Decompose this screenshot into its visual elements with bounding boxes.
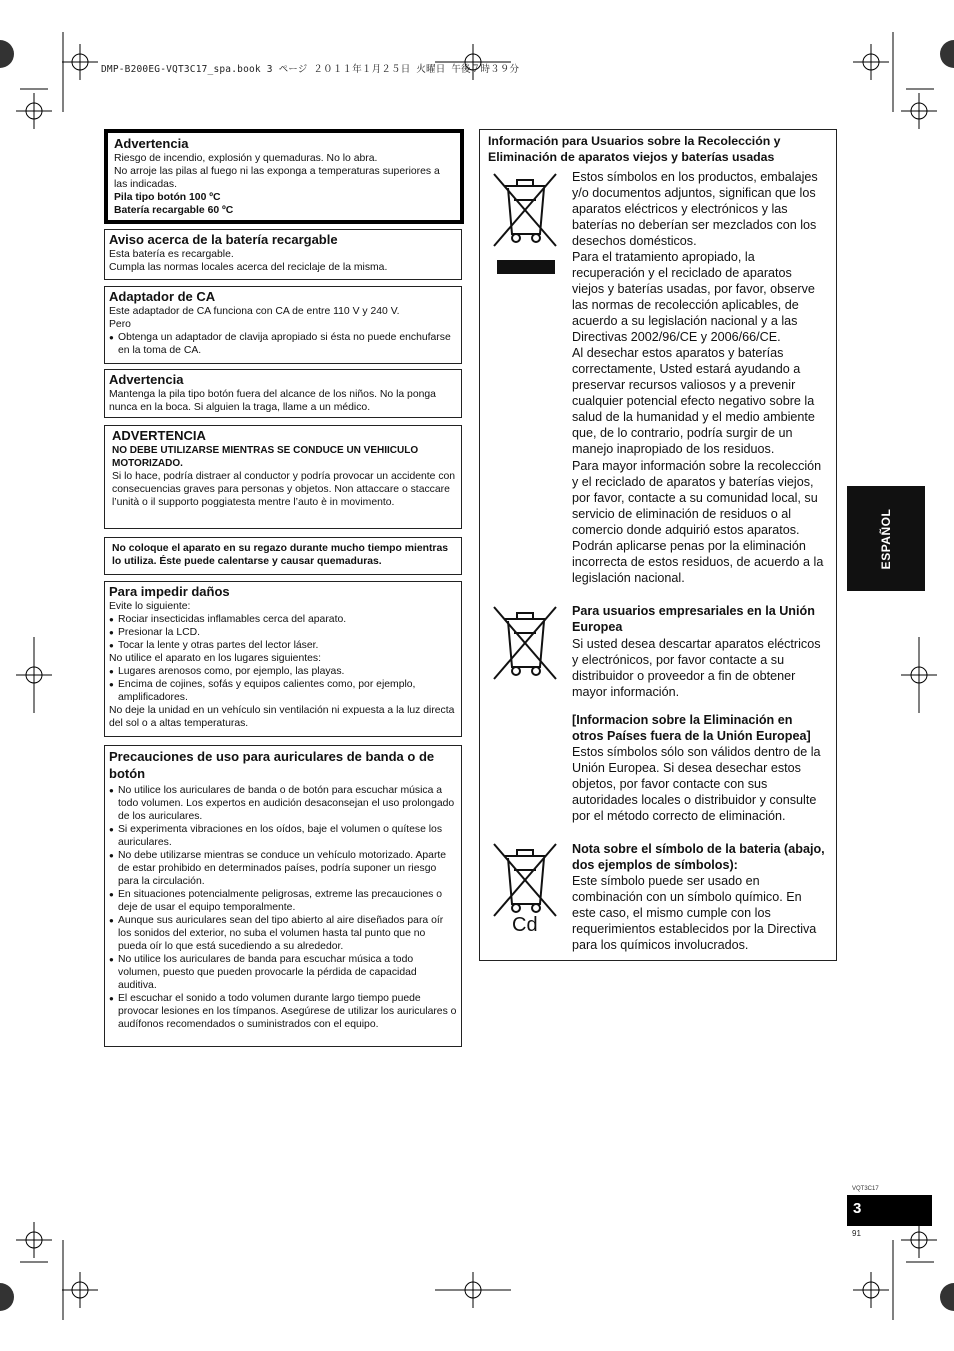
- crossed-bin-cd-icon: [490, 842, 562, 922]
- advertencia-conducir-bold: NO DEBE UTILIZARSE MIENTRAS SE CONDUCE UN VEHIICULO MOTORIZADO.: [112, 445, 419, 469]
- impedir-danos-box: [104, 581, 462, 737]
- advertencia-pila-box: [104, 369, 462, 418]
- impedir-intro: Evite lo siguiente:: [109, 601, 191, 612]
- impedir-bullet-2: ● Presionar la LCD.: [109, 626, 457, 639]
- adaptador-title: Adaptador de CA: [109, 289, 216, 304]
- auriculares-bullet-4: ● En situaciones potencialmente peligrosas, extreme las precauciones o deje de usar el equipo temporalmente.: [109, 888, 457, 914]
- regazo-box: [104, 537, 462, 575]
- advertencia-conducir-text: Si lo hace, podría distraer al conductor y podría provocar un accidente con consecuencias graves para personas y objetos. Non attaccare o staccare l’unità o il supporto poggiatesta mentre l’auto è in movimento.: [112, 471, 456, 508]
- advertencia-text-1: Riesgo de incendio, explosión y quemaduras. No lo abra.: [114, 153, 378, 164]
- auriculares-bullet-1: ● No utilice los auriculares de banda o de botón para escuchar música a todo volumen. Los expertos en audición desaconsejan el uso prolongado de los auriculares.: [109, 784, 457, 823]
- advertencia-conducir-title: ADVERTENCIA: [112, 428, 206, 443]
- book-header-line: DMP-B200EG-VQT3C17_spa.book 3 ページ ２０１１年１月２５日 火曜日 午後７時３９分: [101, 64, 520, 75]
- empresariales-title: Para usuarios empresariales en la Unión Europea: [572, 604, 815, 634]
- cd-chemical-symbol: Cd: [512, 914, 538, 936]
- doc-code: VQT3C17: [852, 1186, 879, 1192]
- adaptador-text-2: Pero: [109, 319, 131, 330]
- advertencia-pila-text: Mantenga la pila tipo botón fuera del alcance de los niños. No la ponga nunca en la boca. Si alguien la traga, llame a un médico.: [109, 389, 436, 413]
- advertencia-conducir-box: [104, 425, 462, 529]
- empresariales-text: Si usted desea descartar aparatos eléctricos y electrónicos, por favor contacte a su distribuidor o proveedor a fin de obtener mayor información.: [572, 637, 821, 699]
- disposal-p1: Estos símbolos en los productos, embalajes y/o documentos adjuntos, significan que los aparatos eléctricos y electrónicos y las baterías no deberían ser mezclados con los desechos domésticos.: [572, 170, 818, 248]
- impedir-bullet-5: ● Encima de cojines, sofás y equipos calientes como, por ejemplo, amplificadores.: [109, 678, 457, 704]
- disposal-p2: Para el tratamiento apropiado, la recuperación y el reciclado de aparatos viejos y baterías usadas, por favor, observe las normas de recolección aplicables, de acuerdo a su legislación nacional y a las Directivas 2002/96/CE y 2006/66/CE.: [572, 250, 815, 344]
- auriculares-bullet-3: ● No debe utilizarse mientras se conduce un vehículo motorizado. Aparte de estar prohibido en determinados países, podría suponer un riesgo para la circulación.: [109, 849, 457, 888]
- disposal-p4: Para mayor información sobre la recolección y el reciclado de aparatos y baterías viejos, por favor, contacte a su comunidad local, su servicio de eliminación de residuos o al comercio donde adquirió estos aparatos.: [572, 459, 822, 537]
- crossed-bin-icon: [490, 170, 562, 276]
- page-number-box: [847, 1195, 932, 1226]
- language-side-tab: [847, 486, 925, 591]
- auriculares-bullet-6: ● No utilice los auriculares de banda para escuchar música a todo volumen, puesto que pueden provocarle la pérdida de capacidad auditiva.: [109, 953, 457, 992]
- advertencia-text-2: No arroje las pilas al fuego ni las exponga a temperaturas superiores a las indicadas.: [114, 166, 440, 190]
- otros-paises-title: [Informacion sobre la Eliminación en otros Países fuera de la Unión Europea]: [572, 713, 811, 743]
- impedir-mid: No utilice el aparato en los lugares siguientes:: [109, 653, 321, 664]
- aviso-bateria-text-1: Esta batería es recargable.: [109, 249, 234, 260]
- advertencia-pila-title: Advertencia: [109, 372, 184, 387]
- bateria-recargable-temp: Batería recargable 60 ºC: [114, 205, 234, 216]
- regazo-text: No coloque el aparato en su regazo durante mucho tiempo mientras lo utiliza. Éste puede calentarse y causar quemaduras.: [112, 543, 449, 567]
- impedir-bullet-4: ● Lugares arenosos como, por ejemplo, las playas.: [109, 665, 457, 678]
- nota-bateria-title: Nota sobre el símbolo de la bateria (abajo, dos ejemplos de símbolos):: [572, 842, 825, 872]
- auriculares-box: [104, 745, 462, 1047]
- language-tab-label: ESPAÑOL: [879, 508, 893, 569]
- auriculares-bullet-7: ● El escuchar el sonido a todo volumen durante largo tiempo puede provocar lesiones en los tímpanos. Asegúrese de utilizar los auriculares o audífonos recomendados o suministrados con el equipo.: [109, 992, 457, 1031]
- aviso-bateria-title: Aviso acerca de la batería recargable: [109, 232, 338, 247]
- auriculares-bullet-2: ● Si experimenta vibraciones en los oídos, baje el volumen o quítese los auriculares.: [109, 823, 457, 849]
- disposal-info-title: Información para Usuarios sobre la Recolección y Eliminación de aparatos viejos y baterías usadas: [488, 134, 781, 164]
- impedir-bullet-3: ● Tocar la lente y otras partes del lector láser.: [109, 639, 457, 652]
- disposal-p3: Al desechar estos aparatos y baterías correctamente, Usted estará ayudando a preservar recursos valiosos y a prevenir cualquier potencial efecto negativo sobre la salud de la humanidad y el medio ambiente que, de lo contrario, podría surgir de un manejo inapropiado de los residuos.: [572, 346, 815, 456]
- adaptador-bullet: ● Obtenga un adaptador de clavija apropiado si ésta no puede enchufarse en la toma de CA.: [109, 331, 457, 357]
- aviso-bateria-text-2: Cumpla las normas locales acerca del reciclaje de la misma.: [109, 262, 388, 273]
- adaptador-text-1: Este adaptador de CA funciona con CA de entre 110 V y 240 V.: [109, 306, 400, 317]
- impedir-danos-title: Para impedir daños: [109, 584, 230, 599]
- crossed-bin-icon-2: [490, 605, 562, 685]
- advertencia-box: [104, 129, 464, 224]
- advertencia-title: Advertencia: [114, 136, 189, 151]
- otros-paises-text: Estos símbolos sólo son válidos dentro de la Unión Europea. Si desea desechar estos objetos, por favor contacte con sus autoridades locales o distribuidor y consulte por el método correcto de eliminación.: [572, 745, 821, 823]
- auriculares-bullet-5: ● Aunque sus auriculares sean del tipo abierto al aire diseñados para oír los sonidos del exterior, no suba el volumen hasta tal punto que no pueda oír lo que está sucediendo a su alrededor.: [109, 914, 457, 953]
- impedir-bullet-1: ● Rociar insecticidas inflamables cerca del aparato.: [109, 613, 457, 626]
- auriculares-title: Precauciones de uso para auriculares de banda o de botón: [109, 749, 435, 781]
- page-number: 3: [853, 1200, 862, 1217]
- sub-page-number: 91: [852, 1229, 861, 1238]
- impedir-end: No deje la unidad en un vehículo sin ventilación ni expuesta a la luz directa del sol o a altas temperaturas.: [109, 705, 455, 729]
- nota-bateria-text: Este símbolo puede ser usado en combinación con un símbolo químico. En este caso, el mismo cumple con los requerimientos establecidos por la Directiva para los químicos involucrados.: [572, 874, 817, 952]
- disposal-p5: Podrán aplicarse penas por la eliminación incorrecta de estos residuos, de acuerdo a la legislación nacional.: [572, 539, 824, 585]
- aviso-bateria-box: [104, 229, 462, 280]
- adaptador-box: [104, 286, 462, 364]
- pila-boton-temp: Pila tipo botón 100 ºC: [114, 192, 221, 203]
